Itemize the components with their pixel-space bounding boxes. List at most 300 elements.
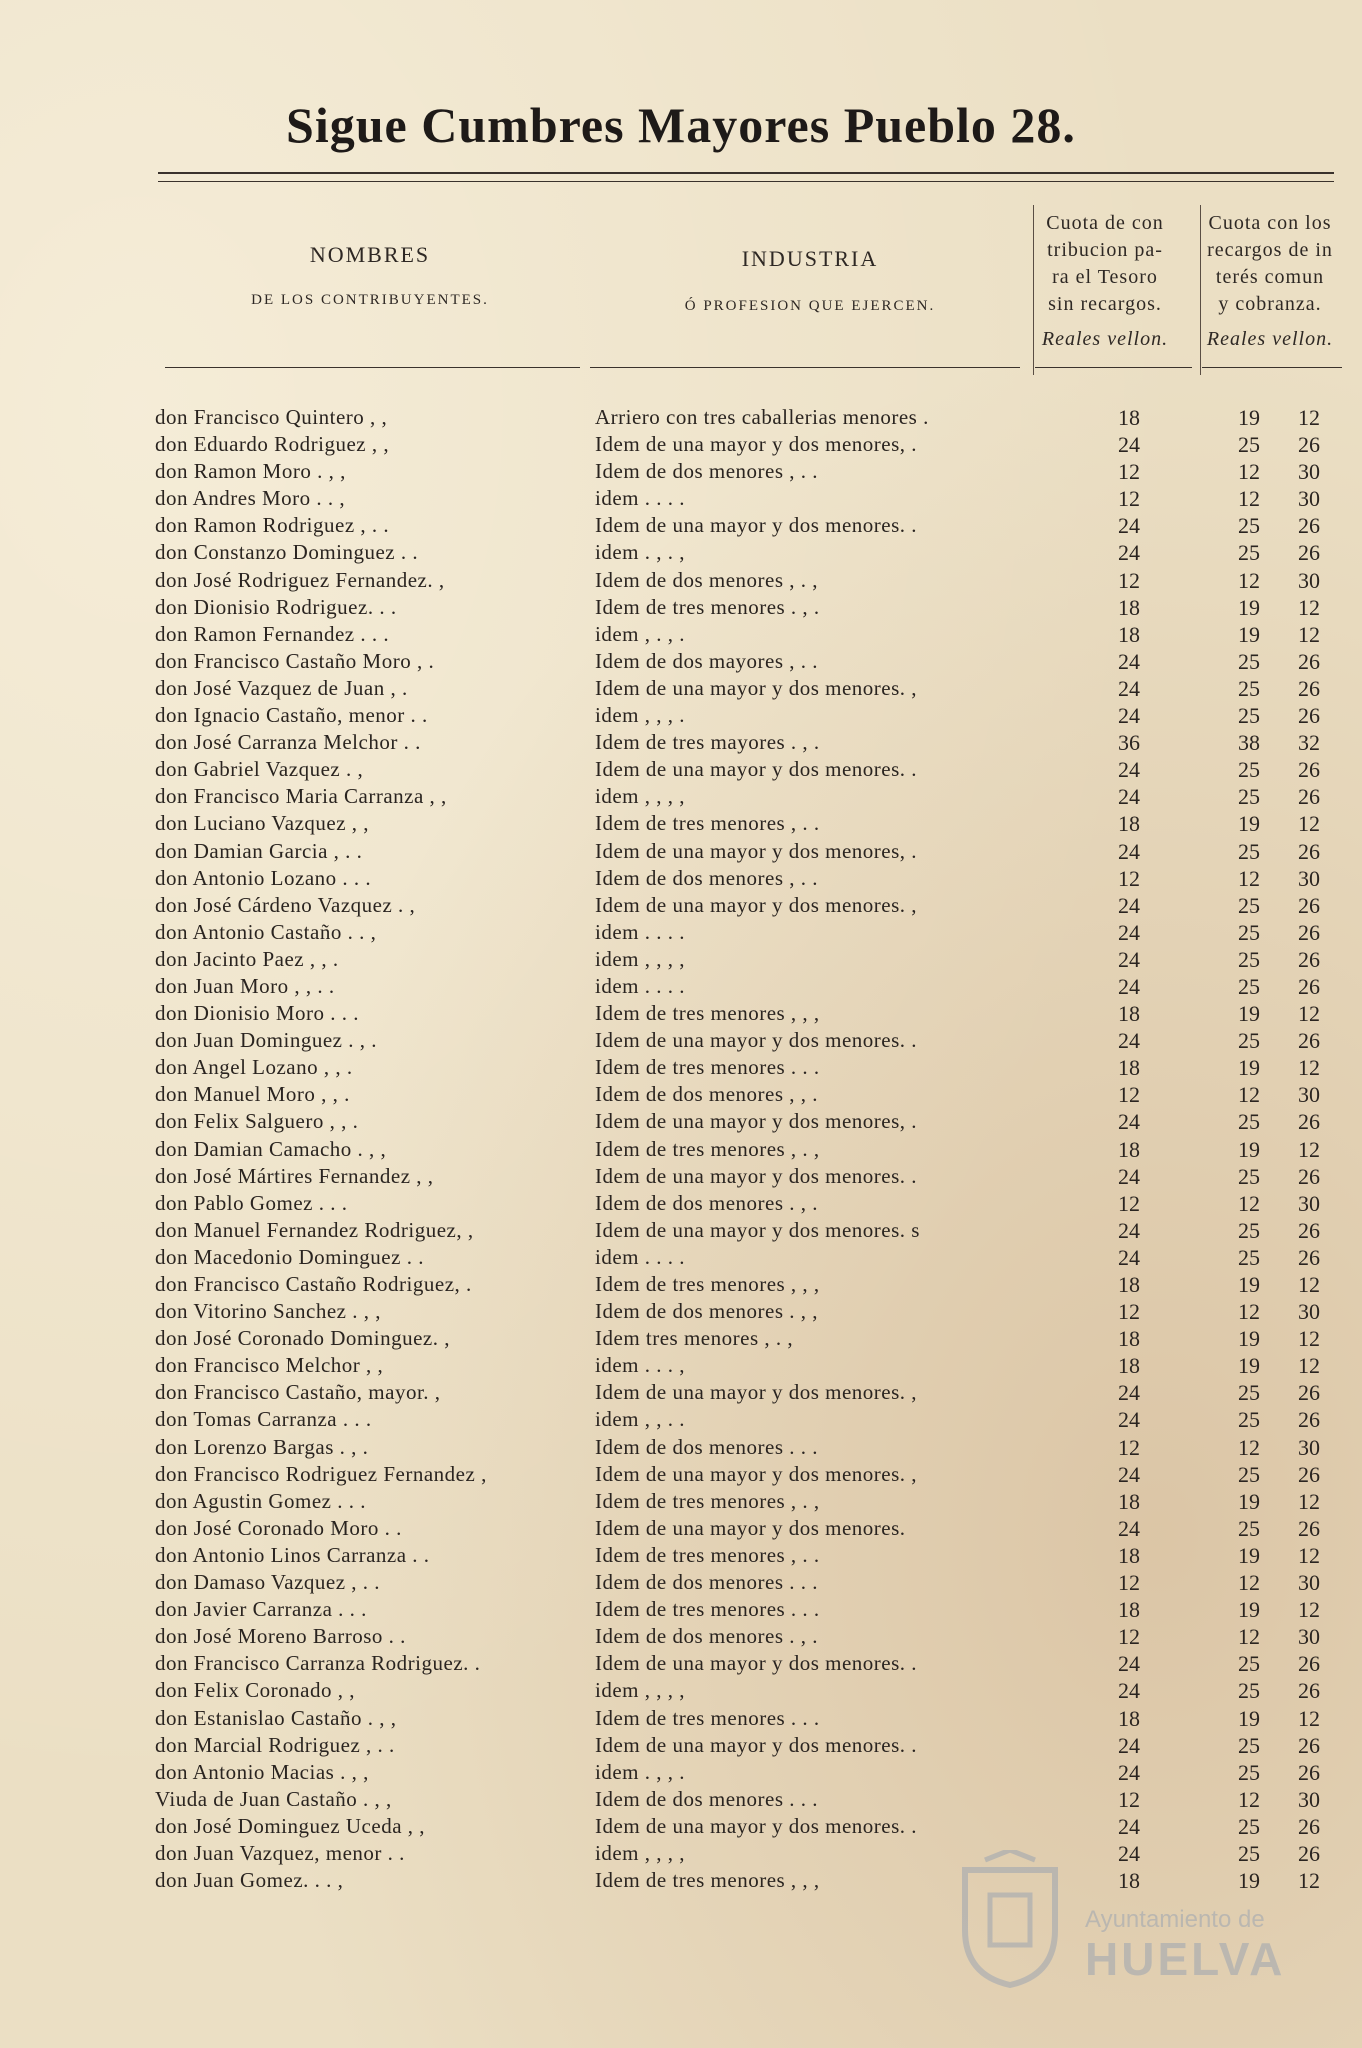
- quota-total-reales-cell: 25: [1238, 919, 1260, 945]
- header-quota-base: [1030, 210, 1180, 353]
- quota-total-reales-cell: 19: [1238, 1326, 1260, 1352]
- table-row: [0, 1027, 1362, 1054]
- contributor-name: don Lorenzo Bargas . , .: [155, 1434, 369, 1459]
- table-row: [0, 1786, 1362, 1813]
- table-row: [0, 1569, 1362, 1596]
- industry-cell: idem , , . .: [595, 1407, 685, 1432]
- quota-base-cell: 24: [1118, 648, 1140, 674]
- quota-base-cell: 24: [1118, 919, 1140, 945]
- contributor-name: don José Coronado Dominguez. ,: [155, 1326, 450, 1351]
- header-quota-base-line: tribucion pa-: [1047, 239, 1163, 261]
- quota-total-cents-cell: 26: [1298, 784, 1320, 810]
- quota-base-cell: 24: [1118, 1407, 1140, 1433]
- table-row: [0, 783, 1362, 810]
- contributor-name: don Manuel Moro , , .: [155, 1082, 350, 1107]
- contributor-name: don Francisco Rodriguez Fernandez ,: [155, 1461, 487, 1486]
- industry-cell: idem . . . .: [595, 486, 685, 511]
- contributor-name: don Felix Coronado , ,: [155, 1678, 355, 1703]
- quota-total-reales-cell: 25: [1238, 1651, 1260, 1677]
- table-row: [0, 1217, 1362, 1244]
- table-row: [0, 1650, 1362, 1677]
- header-underline: [1035, 367, 1192, 368]
- quota-total-reales-cell: 19: [1238, 1353, 1260, 1379]
- quota-total-reales-cell: 25: [1238, 1163, 1260, 1189]
- table-row: [0, 1379, 1362, 1406]
- quota-total-cents-cell: 26: [1298, 892, 1320, 918]
- quota-base-cell: 12: [1118, 1299, 1140, 1325]
- quota-total-reales-cell: 25: [1238, 946, 1260, 972]
- industry-cell: Idem de una mayor y dos menores, .: [595, 1109, 918, 1134]
- column-divider: [1033, 205, 1034, 375]
- industry-cell: idem . , . ,: [595, 540, 685, 565]
- table-row: [0, 567, 1362, 594]
- quota-total-reales-cell: 12: [1238, 567, 1260, 593]
- quota-total-cents-cell: 30: [1298, 1624, 1320, 1650]
- industry-cell: Idem de tres menores . . .: [595, 1055, 820, 1080]
- quota-base-cell: 18: [1118, 405, 1140, 430]
- quota-base-cell: 12: [1118, 1190, 1140, 1216]
- contributor-name: don Dionisio Rodriguez. . .: [155, 594, 397, 619]
- quota-base-cell: 24: [1118, 1515, 1140, 1541]
- quota-base-cell: 24: [1118, 973, 1140, 999]
- quota-base-cell: 18: [1118, 621, 1140, 647]
- quota-base-cell: 24: [1118, 757, 1140, 783]
- table-row: [0, 1677, 1362, 1704]
- quota-total-cents-cell: 26: [1298, 540, 1320, 566]
- quota-total-reales-cell: 25: [1238, 973, 1260, 999]
- quota-base-cell: 24: [1118, 1380, 1140, 1406]
- coat-of-arms-icon: [955, 1850, 1065, 1990]
- quota-total-reales-cell: 25: [1238, 432, 1260, 458]
- quota-total-cents-cell: 26: [1298, 1163, 1320, 1189]
- contributor-name: don Damian Camacho . , ,: [155, 1136, 387, 1161]
- header-quota-base-unit: Reales vellon.: [1041, 328, 1169, 350]
- quota-total-cents-cell: 26: [1298, 703, 1320, 729]
- industry-cell: idem , , , ,: [595, 1840, 685, 1865]
- quota-base-cell: 12: [1118, 459, 1140, 485]
- table-row: [0, 946, 1362, 973]
- industry-cell: Idem de tres menores , . .: [595, 811, 820, 836]
- quota-base-cell: 18: [1118, 1488, 1140, 1514]
- quota-total-cents-cell: 26: [1298, 1028, 1320, 1054]
- quota-total-cents-cell: 26: [1298, 1515, 1320, 1541]
- contributor-name: don Francisco Carranza Rodriguez. .: [155, 1651, 481, 1676]
- watermark-line2: HUELVA: [1085, 1933, 1286, 1985]
- quota-base-cell: 24: [1118, 1461, 1140, 1487]
- quota-total-reales-cell: 25: [1238, 1759, 1260, 1785]
- quota-total-reales-cell: 25: [1238, 1515, 1260, 1541]
- quota-total-reales-cell: 25: [1238, 648, 1260, 674]
- industry-cell: Idem de una mayor y dos menores. .: [595, 757, 918, 782]
- table-row: [0, 729, 1362, 756]
- quota-total-cents-cell: 26: [1298, 1461, 1320, 1487]
- quota-base-cell: 18: [1118, 594, 1140, 620]
- quota-base-cell: 24: [1118, 1813, 1140, 1839]
- quota-base-cell: 18: [1118, 1272, 1140, 1297]
- quota-total-cents-cell: 12: [1298, 405, 1320, 430]
- table-row: [0, 1705, 1362, 1732]
- contributor-name: don Dionisio Moro . . .: [155, 1001, 360, 1026]
- industry-cell: Idem de tres menores , . .: [595, 1542, 820, 1567]
- quota-total-reales-cell: 25: [1238, 1028, 1260, 1054]
- contributor-name: don Javier Carranza . . .: [155, 1597, 367, 1622]
- contributor-name: don Francisco Melchor , ,: [155, 1353, 384, 1378]
- quota-base-cell: 24: [1118, 675, 1140, 701]
- quota-base-cell: 18: [1118, 1136, 1140, 1162]
- quota-base-cell: 24: [1118, 1028, 1140, 1054]
- quota-total-reales-cell: 25: [1238, 892, 1260, 918]
- quota-total-reales-cell: 25: [1238, 1813, 1260, 1839]
- industry-cell: idem , , , ,: [595, 784, 685, 809]
- industry-cell: Idem de una mayor y dos menores. ,: [595, 1461, 918, 1486]
- contributor-name: Viuda de Juan Castaño . , ,: [155, 1786, 392, 1811]
- table-row: [0, 404, 1362, 431]
- quota-base-cell: 24: [1118, 1163, 1140, 1189]
- quota-total-reales-cell: 19: [1238, 1705, 1260, 1731]
- table-row: [0, 1298, 1362, 1325]
- contributor-name: don José Dominguez Uceda , ,: [155, 1813, 426, 1838]
- contributor-name: don Ramon Rodriguez , . .: [155, 513, 390, 538]
- contributor-name: don Antonio Lozano . . .: [155, 865, 372, 890]
- industry-cell: Idem de una mayor y dos menores. ,: [595, 675, 918, 700]
- quota-total-cents-cell: 26: [1298, 432, 1320, 458]
- quota-base-cell: 24: [1118, 1217, 1140, 1243]
- quota-total-reales-cell: 25: [1238, 1217, 1260, 1243]
- quota-total-reales-cell: 19: [1238, 1597, 1260, 1623]
- table-row: [0, 892, 1362, 919]
- header-industry-line1: INDUSTRIA: [741, 246, 879, 271]
- quota-total-reales-cell: 25: [1238, 1109, 1260, 1135]
- industry-cell: Idem de tres mayores . , .: [595, 730, 820, 755]
- contributor-name: don Antonio Macias . , ,: [155, 1759, 369, 1784]
- industry-cell: Idem de una mayor y dos menores. .: [595, 1651, 918, 1676]
- contributor-name: don Felix Salguero , , .: [155, 1109, 359, 1134]
- quota-total-cents-cell: 26: [1298, 648, 1320, 674]
- industry-cell: Idem de tres menores , . ,: [595, 1136, 820, 1161]
- header-quota-total-unit: Reales vellon.: [1206, 328, 1334, 350]
- title-rule: [158, 172, 1334, 174]
- industry-cell: idem . . . .: [595, 973, 685, 998]
- contributor-name: don Antonio Castaño . . ,: [155, 919, 377, 944]
- contributor-name: don Constanzo Dominguez . .: [155, 540, 419, 565]
- quota-total-reales-cell: 25: [1238, 1840, 1260, 1866]
- industry-cell: idem . . . ,: [595, 1353, 685, 1378]
- quota-total-cents-cell: 12: [1298, 1353, 1320, 1379]
- industry-cell: Idem de dos menores . , .: [595, 1624, 819, 1649]
- industry-cell: idem , . , .: [595, 621, 685, 646]
- industry-cell: Idem de tres menores . , .: [595, 594, 820, 619]
- table-row: [0, 458, 1362, 485]
- table-row: [0, 1515, 1362, 1542]
- quota-total-cents-cell: 26: [1298, 946, 1320, 972]
- table-row: [0, 838, 1362, 865]
- quota-total-cents-cell: 12: [1298, 1326, 1320, 1352]
- quota-total-reales-cell: 19: [1238, 621, 1260, 647]
- table-row: [0, 702, 1362, 729]
- header-quota-total-line: terés comun: [1215, 266, 1325, 288]
- quota-total-reales-cell: 25: [1238, 784, 1260, 810]
- industry-cell: Idem de una mayor y dos menores.: [595, 1515, 906, 1540]
- quota-total-reales-cell: 12: [1238, 1082, 1260, 1108]
- quota-total-cents-cell: 30: [1298, 486, 1320, 512]
- table-row: [0, 675, 1362, 702]
- contributor-name: don Juan Gomez. . . ,: [155, 1868, 344, 1893]
- quota-total-reales-cell: 19: [1238, 1272, 1260, 1297]
- contributor-name: don José Carranza Melchor . .: [155, 730, 421, 755]
- quota-total-cents-cell: 26: [1298, 1109, 1320, 1135]
- table-row: [0, 919, 1362, 946]
- table-row: [0, 1244, 1362, 1271]
- quota-total-reales-cell: 25: [1238, 838, 1260, 864]
- quota-total-reales-cell: 19: [1238, 1868, 1260, 1894]
- header-quota-total-line: recargos de in: [1207, 239, 1333, 261]
- quota-total-cents-cell: 30: [1298, 1434, 1320, 1460]
- quota-total-cents-cell: 26: [1298, 675, 1320, 701]
- industry-cell: Idem de una mayor y dos menores. .: [595, 1813, 918, 1838]
- contributor-name: don Ramon Moro . , ,: [155, 459, 346, 484]
- quota-total-cents-cell: 30: [1298, 1082, 1320, 1108]
- header-quota-total: [1195, 210, 1345, 353]
- quota-total-cents-cell: 30: [1298, 459, 1320, 485]
- quota-base-cell: 18: [1118, 1597, 1140, 1623]
- quota-total-reales-cell: 12: [1238, 1190, 1260, 1216]
- table-row: [0, 1623, 1362, 1650]
- contributor-name: don Damaso Vazquez , . .: [155, 1570, 381, 1595]
- quota-total-reales-cell: 19: [1238, 594, 1260, 620]
- contributor-name: don José Coronado Moro . .: [155, 1515, 402, 1540]
- contributor-name: don Gabriel Vazquez . ,: [155, 757, 364, 782]
- quota-total-cents-cell: 12: [1298, 1488, 1320, 1514]
- industry-cell: Idem de una mayor y dos menores. .: [595, 513, 918, 538]
- table-row: [0, 1813, 1362, 1840]
- contributor-name: don Macedonio Dominguez . .: [155, 1244, 424, 1269]
- industry-cell: Arriero con tres caballerias menores .: [595, 405, 929, 429]
- industry-cell: Idem de dos menores . . .: [595, 1786, 819, 1811]
- industry-cell: Idem de dos menores . , ,: [595, 1299, 819, 1324]
- contributor-name: don Tomas Carranza . . .: [155, 1407, 372, 1432]
- quota-total-reales-cell: 19: [1238, 405, 1260, 430]
- quota-total-cents-cell: 26: [1298, 1813, 1320, 1839]
- industry-cell: Idem tres menores , . ,: [595, 1326, 794, 1351]
- watermark-logo: [955, 1850, 1355, 2000]
- quota-total-reales-cell: 12: [1238, 1570, 1260, 1596]
- quota-total-reales-cell: 12: [1238, 1786, 1260, 1812]
- quota-total-cents-cell: 26: [1298, 757, 1320, 783]
- header-industry-line2: Ó PROFESION QUE EJERCEN.: [684, 298, 936, 314]
- quota-total-cents-cell: 26: [1298, 1651, 1320, 1677]
- quota-total-reales-cell: 12: [1238, 1299, 1260, 1325]
- table-row: [0, 1461, 1362, 1488]
- quota-total-reales-cell: 12: [1238, 459, 1260, 485]
- quota-total-cents-cell: 12: [1298, 1136, 1320, 1162]
- industry-cell: Idem de una mayor y dos menores, .: [595, 838, 918, 863]
- quota-total-cents-cell: 12: [1298, 621, 1320, 647]
- header-quota-base-line: sin recargos.: [1048, 293, 1162, 315]
- quota-total-cents-cell: 26: [1298, 1732, 1320, 1758]
- quota-total-cents-cell: 26: [1298, 1840, 1320, 1866]
- quota-total-reales-cell: 19: [1238, 1542, 1260, 1568]
- page-title: Sigue Cumbres Mayores Pueblo 28.: [286, 97, 1076, 153]
- quota-total-cents-cell: 30: [1298, 1299, 1320, 1325]
- industry-cell: Idem de tres menores , . ,: [595, 1488, 820, 1513]
- header-underline: [1202, 367, 1342, 368]
- contributor-name: don Juan Dominguez . , .: [155, 1028, 377, 1053]
- contributor-name: don Marcial Rodriguez , . .: [155, 1732, 395, 1757]
- industry-cell: Idem de tres menores . . .: [595, 1597, 820, 1622]
- industry-cell: Idem de una mayor y dos menores. .: [595, 1732, 918, 1757]
- quota-base-cell: 12: [1118, 1570, 1140, 1596]
- quota-base-cell: 24: [1118, 1651, 1140, 1677]
- quota-base-cell: 24: [1118, 1109, 1140, 1135]
- industry-cell: Idem de dos mayores , . .: [595, 648, 819, 673]
- quota-base-cell: 18: [1118, 1055, 1140, 1081]
- quota-base-cell: 18: [1118, 811, 1140, 837]
- contributor-name: don José Vazquez de Juan , .: [155, 675, 408, 700]
- industry-cell: idem , , , .: [595, 703, 685, 728]
- contributor-name: don Pablo Gomez . . .: [155, 1190, 348, 1215]
- industry-cell: Idem de una mayor y dos menores. ,: [595, 892, 918, 917]
- quota-total-cents-cell: 26: [1298, 1244, 1320, 1270]
- industry-cell: idem , , , ,: [595, 946, 685, 971]
- contributor-name: don Damian Garcia , . .: [155, 838, 363, 863]
- header-names-line2: DE LOS CONTRIBUYENTES.: [251, 292, 489, 308]
- quota-base-cell: 24: [1118, 1840, 1140, 1866]
- table-row: [0, 1190, 1362, 1217]
- quota-total-reales-cell: 25: [1238, 540, 1260, 566]
- quota-base-cell: 18: [1118, 1326, 1140, 1352]
- quota-total-cents-cell: 12: [1298, 1597, 1320, 1623]
- table-row: [0, 1054, 1362, 1081]
- industry-cell: Idem de dos menores , . ,: [595, 567, 819, 592]
- header-quota-base-line: Cuota de con: [1046, 212, 1164, 234]
- quota-total-cents-cell: 12: [1298, 1001, 1320, 1027]
- quota-total-cents-cell: 12: [1298, 1705, 1320, 1731]
- quota-total-cents-cell: 30: [1298, 1570, 1320, 1596]
- quota-total-cents-cell: 26: [1298, 1217, 1320, 1243]
- quota-base-cell: 12: [1118, 1624, 1140, 1650]
- industry-cell: Idem de dos menores . , .: [595, 1190, 819, 1215]
- quota-total-reales-cell: 25: [1238, 1461, 1260, 1487]
- quota-total-cents-cell: 30: [1298, 1786, 1320, 1812]
- contributor-name: don José Mártires Fernandez , ,: [155, 1163, 434, 1188]
- header-names-line1: NOMBRES: [309, 242, 431, 267]
- quota-total-cents-cell: 26: [1298, 1759, 1320, 1785]
- table-row: [0, 648, 1362, 675]
- table-row: [0, 1136, 1362, 1163]
- industry-cell: idem . . . .: [595, 919, 685, 944]
- table-row: [0, 810, 1362, 837]
- industry-cell: Idem de tres menores , , ,: [595, 1272, 820, 1296]
- quota-total-reales-cell: 25: [1238, 513, 1260, 539]
- industry-cell: Idem de dos menores , . .: [595, 865, 819, 890]
- industry-cell: Idem de una mayor y dos menores. .: [595, 1028, 918, 1053]
- industry-cell: idem . , , .: [595, 1759, 685, 1784]
- quota-total-cents-cell: 26: [1298, 513, 1320, 539]
- quota-base-cell: 12: [1118, 1434, 1140, 1460]
- quota-total-reales-cell: 25: [1238, 1380, 1260, 1406]
- quota-total-cents-cell: 32: [1298, 730, 1320, 756]
- header-quota-base-line: ra el Tesoro: [1052, 266, 1158, 288]
- contributor-name: don José Cárdeno Vazquez . ,: [155, 892, 416, 917]
- header-underline: [590, 367, 1020, 368]
- industry-cell: Idem de dos menores . . .: [595, 1434, 819, 1459]
- contributor-name: don Manuel Fernandez Rodriguez, ,: [155, 1217, 474, 1242]
- quota-total-reales-cell: 25: [1238, 1732, 1260, 1758]
- table-row: [0, 1325, 1362, 1352]
- quota-total-reales-cell: 25: [1238, 757, 1260, 783]
- table-row: [0, 756, 1362, 783]
- header-industry: [590, 246, 1030, 315]
- contributor-name: don José Rodriguez Fernandez. ,: [155, 567, 445, 592]
- contributor-name: don Francisco Quintero , ,: [155, 405, 388, 429]
- header-quota-total-line: Cuota con los: [1208, 212, 1332, 234]
- quota-base-cell: 24: [1118, 1759, 1140, 1785]
- contributor-name: don Juan Vazquez, menor . .: [155, 1840, 405, 1865]
- industry-cell: Idem de una mayor y dos menores, .: [595, 432, 918, 457]
- quota-base-cell: 24: [1118, 1244, 1140, 1270]
- table-row: [0, 1000, 1362, 1027]
- quota-total-cents-cell: 30: [1298, 567, 1320, 593]
- table-row: [0, 1434, 1362, 1461]
- quota-base-cell: 12: [1118, 865, 1140, 891]
- quota-base-cell: 12: [1118, 567, 1140, 593]
- industry-cell: Idem de tres menores , , ,: [595, 1868, 820, 1893]
- table-row: [0, 1542, 1362, 1569]
- quota-total-cents-cell: 26: [1298, 973, 1320, 999]
- table-row: [0, 1759, 1362, 1786]
- quota-total-reales-cell: 25: [1238, 1244, 1260, 1270]
- quota-total-cents-cell: 26: [1298, 1678, 1320, 1704]
- table-row: [0, 1163, 1362, 1190]
- quota-base-cell: 18: [1118, 1868, 1140, 1894]
- quota-base-cell: 18: [1118, 1705, 1140, 1731]
- quota-base-cell: 24: [1118, 1732, 1140, 1758]
- header-quota-total-line: y cobranza.: [1218, 293, 1322, 315]
- table-row: [0, 1596, 1362, 1623]
- quota-base-cell: 24: [1118, 946, 1140, 972]
- quota-total-reales-cell: 19: [1238, 811, 1260, 837]
- quota-total-cents-cell: 12: [1298, 1272, 1320, 1297]
- industry-cell: Idem de dos menores , . .: [595, 459, 819, 484]
- quota-base-cell: 24: [1118, 432, 1140, 458]
- contributor-name: don Agustin Gomez . . .: [155, 1488, 366, 1513]
- quota-base-cell: 24: [1118, 513, 1140, 539]
- contributor-name: don José Moreno Barroso . .: [155, 1624, 406, 1649]
- industry-cell: Idem de dos menores . . .: [595, 1570, 819, 1595]
- table-row: [0, 1108, 1362, 1135]
- quota-base-cell: 18: [1118, 1353, 1140, 1379]
- table-row: [0, 1488, 1362, 1515]
- industry-cell: Idem de una mayor y dos menores. s: [595, 1217, 920, 1242]
- contributor-name: don Antonio Linos Carranza . .: [155, 1542, 430, 1567]
- quota-total-cents-cell: 12: [1298, 1055, 1320, 1081]
- table-row: [0, 485, 1362, 512]
- quota-total-reales-cell: 12: [1238, 1434, 1260, 1460]
- quota-base-cell: 18: [1118, 1001, 1140, 1027]
- quota-total-cents-cell: 12: [1298, 594, 1320, 620]
- quota-total-cents-cell: 26: [1298, 838, 1320, 864]
- contributor-name: don Ignacio Castaño, menor . .: [155, 703, 428, 728]
- quota-total-cents-cell: 26: [1298, 919, 1320, 945]
- table-row: [0, 431, 1362, 458]
- quota-total-reales-cell: 25: [1238, 675, 1260, 701]
- contributor-name: don Estanislao Castaño . , ,: [155, 1705, 397, 1730]
- quota-base-cell: 12: [1118, 1786, 1140, 1812]
- table-row: [0, 539, 1362, 566]
- quota-base-cell: 24: [1118, 540, 1140, 566]
- contributor-name: don Luciano Vazquez , ,: [155, 811, 370, 836]
- contributor-name: don Jacinto Paez , , .: [155, 946, 339, 971]
